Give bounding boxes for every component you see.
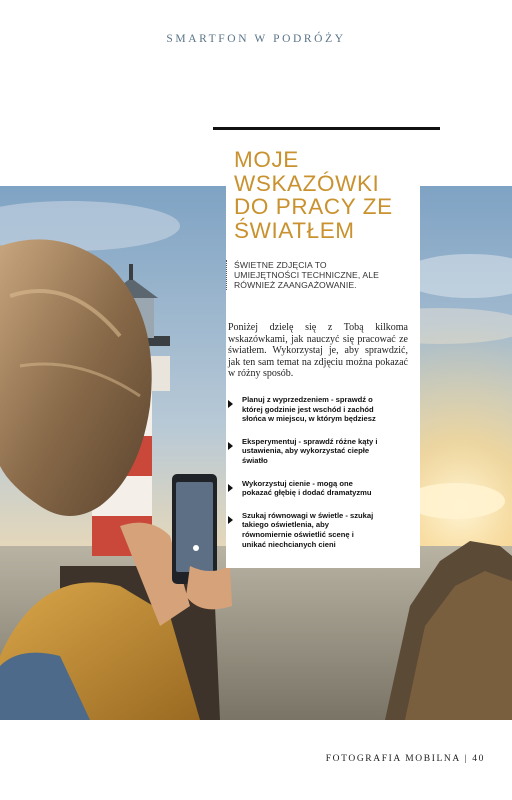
tip-text: Szukaj równowagi w świetle - szukaj xyxy=(242,510,374,520)
tip-item xyxy=(228,437,410,466)
quote-line: ŚWIETNE ZDJĘCIA TO xyxy=(234,260,327,270)
tip-text: światło xyxy=(242,455,268,465)
tip-text: Eksperymentuj - sprawdź różne kąty i xyxy=(242,436,378,446)
tip-text: której godzinie jest wschód i zachód xyxy=(242,404,374,414)
play-arrow-icon xyxy=(228,516,233,524)
card-title xyxy=(234,148,420,242)
header-title: SMARTFON W PODRÓŻY xyxy=(166,33,346,45)
card-title-line: MOJE xyxy=(234,147,299,172)
tip-text: unikać niechcianych cieni xyxy=(242,539,336,549)
tips-list xyxy=(228,395,410,549)
card-title-line: ŚWIATŁEM xyxy=(234,217,355,243)
tip-text: równomiernie oświetlić scenę i xyxy=(242,529,354,539)
card-title-line: DO PRACY ZE xyxy=(234,194,393,219)
tip-text: pokazać głębię i dodać dramatyzmu xyxy=(242,488,372,498)
content-card xyxy=(226,130,420,568)
footer-label: FOTOGRAFIA MOBILNA xyxy=(325,754,461,764)
quote-line: RÓWNIEŻ ZAANGAŻOWANIE. xyxy=(234,280,357,290)
play-arrow-icon xyxy=(228,484,233,492)
quote-block xyxy=(226,260,420,290)
tip-text: słońca w miejscu, w którym będziesz xyxy=(242,414,376,424)
card-title-line: WSKAZÓWKI xyxy=(234,170,380,196)
page-number: 40 xyxy=(472,754,485,764)
tip-text: ustawienia, aby wykorzystać ciepłe xyxy=(242,446,370,456)
tip-item xyxy=(228,511,410,549)
tip-item xyxy=(228,479,410,498)
play-arrow-icon xyxy=(228,400,233,408)
intro-paragraph: Poniżej dzielę się z Tobą kilkoma wskazówkami, jak nauczyć się pracować ze światłem. Wykorzystaj je, aby sprawdzić, jak ten sam temat na zdjęciu można pokazać w różny sposób. xyxy=(228,322,408,380)
tip-text: takiego oświetlenia, aby xyxy=(242,520,329,530)
tip-item xyxy=(228,395,410,424)
tip-text: Planuj z wyprzedzeniem - sprawdź o xyxy=(242,395,373,404)
play-arrow-icon xyxy=(228,442,233,450)
quote-line: UMIEJĘTNOŚCI TECHNICZNE, ALE xyxy=(234,270,379,280)
footer-separator: | xyxy=(464,754,469,764)
footer xyxy=(326,754,485,764)
tip-text: Wykorzystuj cienie - mogą one xyxy=(242,478,353,488)
